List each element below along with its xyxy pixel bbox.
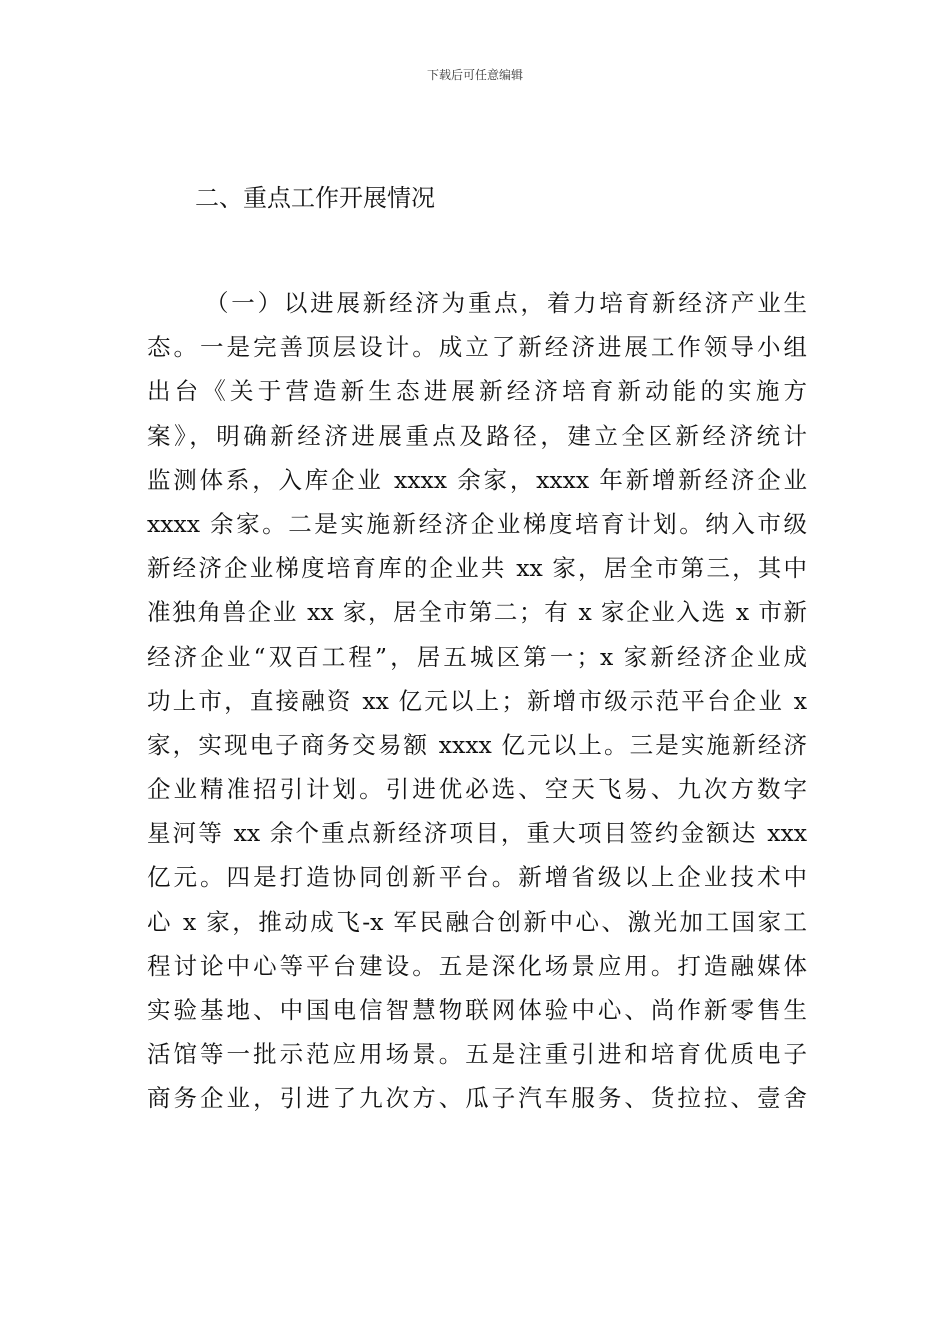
paragraph-line: 商务企业，引进了九次方、瓜子汽车服务、货拉拉、壹舍: [147, 1084, 807, 1113]
paragraph-line: 活馆等一批示范应用场景。五是注重引进和培育优质电子: [147, 1040, 807, 1069]
header-note: 下载后可任意编辑: [426, 68, 523, 82]
paragraph-line: 企业精准招引计划。引进优必选、空天飞易、九次方数字: [147, 775, 807, 804]
paragraph-line: 心 x 家，推动成飞-x 军民融合创新中心、激光加工国家工: [147, 907, 807, 936]
paragraph-line: 出台《关于营造新生态进展新经济培育新动能的实施方: [147, 377, 807, 406]
paragraph-line: 亿元。四是打造协同创新平台。新增省级以上企业技术中: [147, 863, 807, 892]
paragraph-line: 监测体系，入库企业 xxxx 余家，xxxx 年新增新经济企业: [147, 465, 807, 494]
paragraph-line: 案》，明确新经济进展重点及路径，建立全区新经济统计: [147, 421, 807, 450]
paragraph-line: 新经济企业梯度培育库的企业共 xx 家，居全市第三，其中: [147, 554, 807, 583]
paragraph-line: 准独角兽企业 xx 家，居全市第二；有 x 家企业入选 x 市新: [147, 598, 807, 627]
paragraph-line: （一）以进展新经济为重点，着力培育新经济产业生: [205, 289, 807, 317]
body-paragraph: [147, 281, 807, 1121]
paragraph-line: 经济企业“双百工程”，居五城区第一；x 家新经济企业成: [147, 642, 807, 671]
paragraph-line: 态。一是完善顶层设计。成立了新经济进展工作领导小组: [147, 333, 807, 362]
paragraph-line: xxxx 余家。二是实施新经济企业梯度培育计划。纳入市级: [147, 509, 807, 538]
paragraph-line: 功上市，直接融资 xx 亿元以上；新增市级示范平台企业 x: [147, 686, 807, 715]
paragraph-line: 家，实现电子商务交易额 xxxx 亿元以上。三是实施新经济: [147, 730, 807, 759]
section-heading: 二、重点工作开展情况: [195, 184, 435, 212]
paragraph-line: 实验基地、中国电信智慧物联网体验中心、尚作新零售生: [147, 996, 807, 1024]
paragraph-line: 星河等 xx 余个重点新经济项目，重大项目签约金额达 xxx: [147, 819, 807, 848]
paragraph-line: 程讨论中心等平台建设。五是深化场景应用。打造融媒体: [147, 951, 807, 980]
